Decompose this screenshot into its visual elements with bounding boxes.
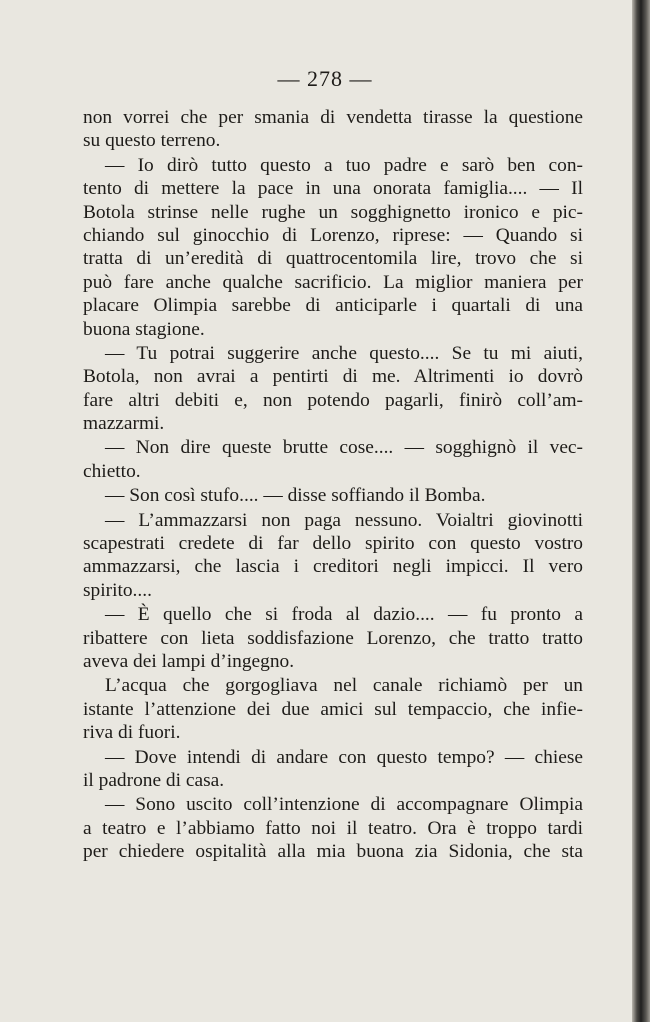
text-line: buona stagione.: [83, 318, 205, 340]
text-line: scapestrati credete di far dello spirito con questo vostro: [83, 533, 583, 555]
text-line: chietto.: [83, 460, 141, 482]
text-line: L’acqua che gorgogliava nel canale richiamò per un: [105, 675, 583, 697]
text-line: — Son così stufo.... — disse soffiando il Bomba.: [105, 485, 486, 507]
text-line: riva di fuori.: [83, 722, 181, 744]
text-line: — Sono uscito coll’intenzione di accompagnare Olimpia: [105, 794, 583, 816]
text-line: a teatro e l’abbiamo fatto noi il teatro. Ora è troppo tardi: [83, 817, 583, 839]
text-line: tratta di un’eredità di quattrocentomila lire, trovo che si: [83, 248, 583, 270]
text-line: Botola, non avrai a pentirti di me. Altrimenti io dovrò: [83, 366, 583, 388]
text-line: Botola strinse nelle rughe un sogghignetto ironico e pic-: [83, 201, 583, 223]
text-line: fare altri debiti e, non potendo pagarli, finirò coll’am-: [83, 389, 583, 411]
text-line: — L’ammazzarsi non paga nessuno. Voialtri giovinotti: [105, 509, 583, 531]
text-line: — Dove intendi di andare con questo tempo? — chiese: [105, 746, 583, 768]
text-line: — Tu potrai suggerire anche questo.... Se tu mi aiuti,: [105, 342, 583, 364]
text-line: per chiedere ospitalità alla mia buona zia Sidonia, che sta: [83, 841, 583, 863]
text-line: — Non dire queste brutte cose.... — sogghignò il vec-: [105, 437, 583, 459]
page-binding-edge: [632, 0, 650, 1022]
text-line: istante l’attenzione dei due amici sul tempaccio, che infie-: [83, 698, 583, 720]
page-number: — 278 —: [277, 66, 373, 91]
text-line: su questo terreno.: [83, 130, 221, 152]
text-line: il padrone di casa.: [83, 769, 225, 791]
text-line: chiando sul ginocchio di Lorenzo, riprese: — Quando si: [83, 224, 583, 246]
text-line: aveva dei lampi d’ingegno.: [83, 650, 295, 672]
text-line: — È quello che si froda al dazio.... — fu pronto a: [105, 604, 583, 626]
text-line: mazzarmi.: [83, 413, 165, 435]
text-line: tento di mettere la pace in una onorata famiglia.... — Il: [83, 178, 583, 200]
text-line: può fare anche qualche sacrificio. La miglior maniera per: [83, 271, 583, 293]
text-line: spirito....: [83, 579, 152, 601]
text-line: placare Olimpia sarebbe di anticiparle i quartali di una: [83, 295, 583, 317]
body-text: [83, 106, 583, 864]
text-line: ribattere con lieta soddisfazione Lorenzo, che tratto tratto: [83, 627, 583, 649]
text-line: — Io dirò tutto questo a tuo padre e sarò ben con-: [105, 154, 583, 176]
text-line: ammazzarsi, che lascia i creditori negli impicci. Il vero: [83, 556, 583, 578]
text-line: non vorrei che per smania di vendetta tirasse la questione: [83, 107, 583, 128]
